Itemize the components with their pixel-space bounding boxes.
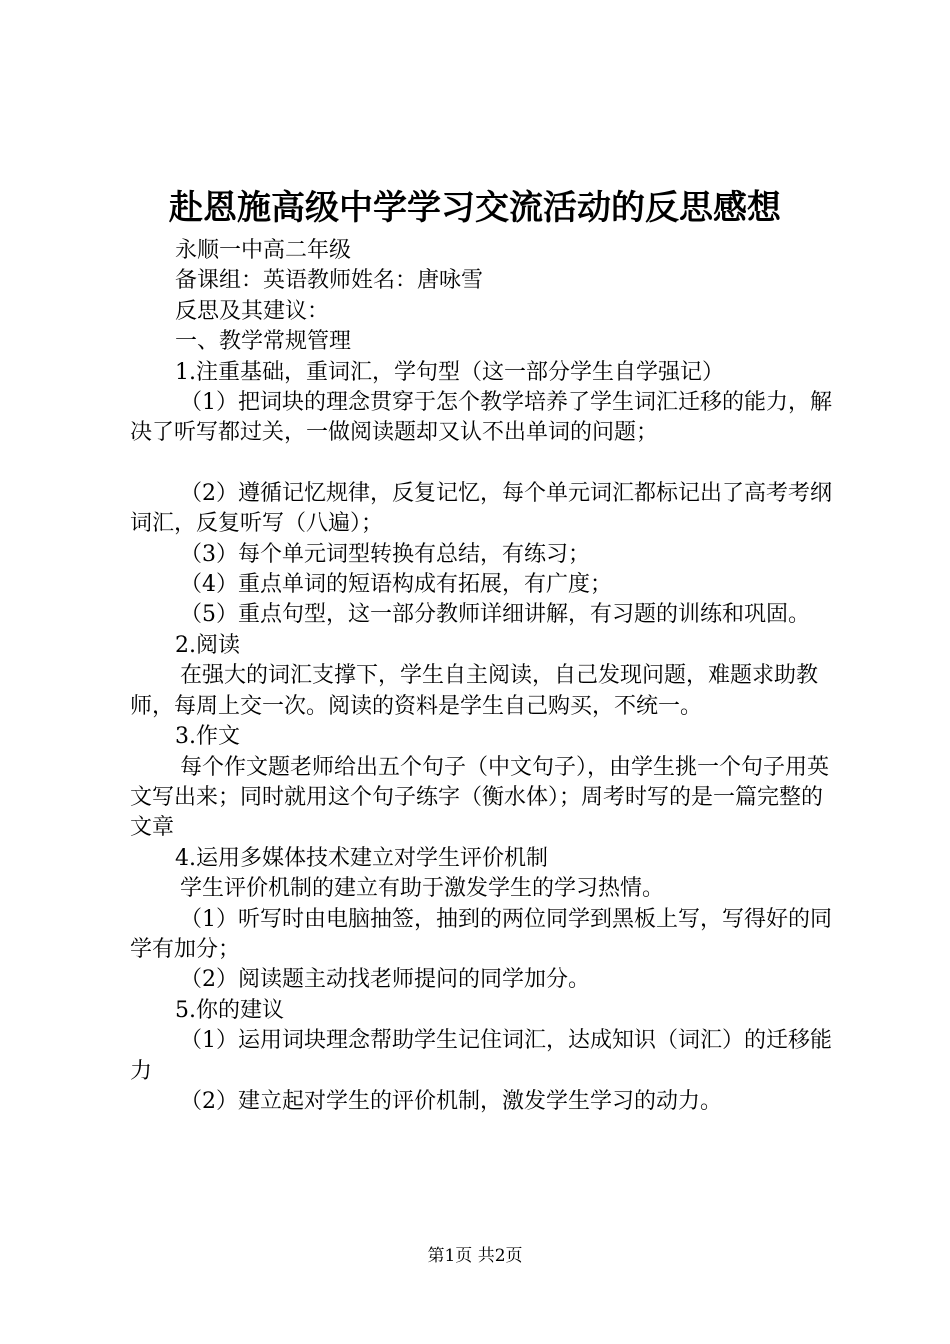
document-body [130,236,840,1117]
paragraph-item-4: （4）重点单词的短语构成有拓展，有广度； [180,572,612,598]
subheading-reading: 2.阅读 [175,632,240,658]
paragraph-school: 永顺一中高二年级 [175,238,352,263]
document-title: 赴恩施高级中学学习交流活动的反思感想 [169,188,781,228]
paragraph-reflection-heading: 反思及其建议： [175,298,330,324]
subheading-writing: 3.作文 [175,724,240,750]
section-heading-routine: 一、教学常规管理 [175,329,352,355]
paragraph-eval-item-1: （1）听写时由电脑抽签，抽到的两位同学到黑板上写，写得好的同学有加分； [130,906,832,962]
paragraph-writing: 每个作文题老师给出五个句子（中文句子），由学生挑一个句子用英文写出来；同时就用这个句子练字（衡水体）；周考时写的是一篇完整的文章 [130,754,830,841]
subheading-multimedia: 4.运用多媒体技术建立对学生评价机制 [175,845,548,871]
paragraph-eval-item-2: （2）阅读题主动找老师提问的同学加分。 [180,967,590,993]
paragraph-suggestion-1: （1）运用词块理念帮助学生记住词汇，达成知识（词汇）的迁移能力 [130,1028,832,1084]
paragraph-teacher: 备课组：英语教师姓名：唐咏雪 [175,268,484,294]
page-footer: 第1页 共2页 [427,1246,523,1266]
subheading-basics: 1.注重基础，重词汇，学句型（这一部分学生自学强记） [175,359,724,385]
paragraph-evaluation: 学生评价机制的建立有助于激发学生的学习热情。 [180,876,665,902]
paragraph-item-3: （3）每个单元词型转换有总结，有练习； [180,541,590,567]
paragraph-reading: 在强大的词汇支撑下，学生自主阅读，自己发现问题，难题求助教师，每周上交一次。阅读的资料是学生自己购买，不统一。 [130,663,819,719]
paragraph-item-1: （1）把词块的理念贯穿于怎个教学培养了学生词汇迁移的能力，解决了听写都过关，一做阅读题却又认不出单词的问题； [130,390,832,446]
paragraph-item-2: （2）遵循记忆规律，反复记忆，每个单元词汇都标记出了高考考纲词汇，反复听写（八遍）； [130,480,832,537]
paragraph-suggestion-2: （2）建立起对学生的评价机制，激发学生学习的动力。 [180,1088,722,1114]
paragraph-item-5: （5）重点句型，这一部分教师详细讲解，有习题的训练和巩固。 [180,602,810,628]
paragraph-gap [130,449,840,479]
subheading-suggestions: 5.你的建议 [175,997,284,1023]
